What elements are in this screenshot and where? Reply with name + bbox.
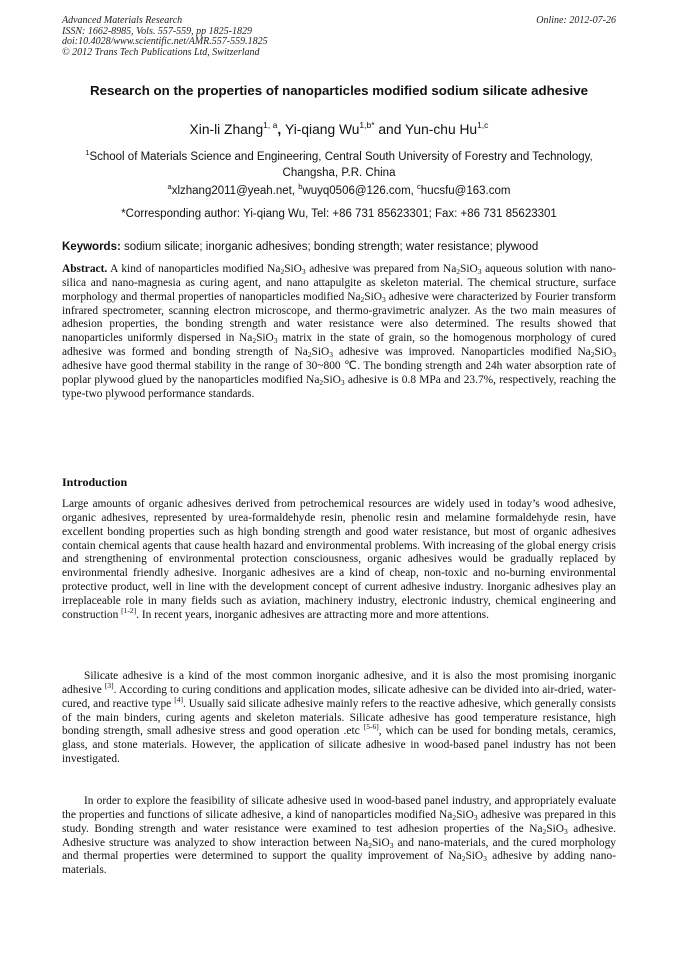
intro-paragraph-3 (62, 795, 616, 878)
text-run: adhesive were characterized by Fourier transform infrared spectrometer, scanning electron microscope, and thermo-gravimetric analyzer. As the two main measures of adhesion properties, the bonding strength and water resistance were also determined. The results showed that nanoparticles uniformly dispersed in Na (62, 290, 616, 345)
text-run: adhesive. Adhesive structure was analyzed to show interaction between Na (62, 822, 616, 849)
affiliation (62, 149, 616, 181)
paragraph-body (62, 795, 616, 876)
chem-subscript: 3 (340, 377, 345, 387)
text-run: SiO (256, 332, 274, 345)
chem-subscript: 3 (389, 840, 394, 850)
chem-subscript: 2 (542, 826, 547, 836)
chem-subscript: 2 (452, 812, 457, 822)
intro-paragraph-1 (62, 498, 616, 623)
citation: [3] (104, 680, 114, 690)
chem-subscript: 3 (612, 350, 616, 360)
journal-name: Advanced Materials Research (62, 15, 183, 26)
chem-subscript: 2 (456, 267, 461, 276)
author-sup: 1,c (477, 120, 489, 130)
text-run: SiO (594, 346, 613, 359)
text-run: SiO (323, 373, 341, 386)
chem-subscript: 2 (360, 294, 365, 304)
abstract-label: Abstract. (62, 263, 108, 275)
chem-subscript: 2 (461, 854, 466, 864)
author-name: Yi-qiang Wu (285, 122, 360, 137)
chem-subscript: 2 (280, 267, 285, 276)
chem-subscript: 2 (590, 350, 595, 360)
section-heading-introduction: Introduction (62, 475, 128, 489)
chem-subscript: 2 (368, 840, 372, 850)
text-run: SiO (364, 290, 382, 303)
text-run: adhesive was improved. Nanoparticles modified Na (332, 346, 591, 359)
author-sup: 1, a (263, 120, 278, 130)
text-run: . Usually said silicate adhesive mainly refers to the reactive adhesive, which generally consists of the main binders, curing agents and skeleton materials. Silicate adhesive has good temperature resistance, high bonding strength, small adhesive stress and good operation .etc (62, 697, 616, 738)
text-run: SiO (460, 263, 478, 275)
text-run: adhesive was prepared from Na (305, 263, 457, 275)
chem-subscript: 3 (381, 294, 386, 304)
keywords-text: sodium silicate; inorganic adhesives; bonding strength; water resistance; plywood (120, 241, 539, 253)
author-name: Yun-chu Hu (404, 122, 478, 137)
author-emails (62, 183, 616, 199)
email-link[interactable]: wuyq0506@126.com, (302, 185, 418, 197)
affiliation-sup: 1 (85, 148, 90, 157)
email-sup: b (298, 182, 303, 191)
text-run: . In recent years, inorganic adhesives are attracting more and more attentions. (136, 608, 489, 621)
chem-subscript: 3 (483, 854, 487, 864)
citation: [4] (174, 694, 183, 704)
abstract (62, 263, 616, 401)
text-run: SiO (311, 346, 330, 359)
chem-subscript: 2 (252, 336, 257, 346)
text-run: adhesive by adding nano-materials. (62, 850, 616, 877)
keywords-label: Keywords: (62, 241, 121, 253)
author-sup: 1,b* (359, 120, 375, 130)
citation: [5-6] (363, 722, 379, 732)
text-run: adhesive have good thermal stability in the range of 30~800 ℃. The bonding strength and 24h water absorption rate of poplar plywood glued by the nanoparticles modified Na (62, 359, 616, 386)
intro-paragraph-2 (62, 670, 616, 767)
text-run: In order to explore the feasibility of silicate adhesive used in wood-based panel industry, and appropriately evaluate the properties and functions of silicate adhesive, a kind of nanoparticles modified Na (62, 795, 616, 821)
text-run: matrix in the state of grain, so the homogenous morphology of cured adhesive was formed and bonding strength of Na (62, 332, 616, 359)
journal-header (62, 16, 482, 58)
citation: [1-2] (121, 605, 137, 615)
author-list (62, 121, 616, 139)
text-run: and nano-materials, and the cured morphology and thermal properties were determined to support the quality improvement of Na (62, 836, 617, 863)
text-run: SiO (465, 850, 484, 863)
paper-title: Research on the properties of nanoparticles modified sodium silicate adhesive (89, 83, 589, 98)
online-date: Online: 2012-07-26 (536, 15, 616, 26)
copyright-line: © 2012 Trans Tech Publications Ltd, Switzerland (62, 46, 260, 58)
email-sup: a (167, 182, 172, 191)
doi-line: doi:10.4028/www.scientific.net/AMR.557-559.1825 (62, 36, 268, 48)
chem-subscript: 3 (301, 267, 306, 276)
keywords (62, 239, 616, 255)
text-run: adhesive was prepared in this study. Bonding strength and water resistance were examined to test adhesion properties of the Na (62, 808, 616, 835)
corresponding-author: *Corresponding author: Yi-qiang Wu, Tel: +86 731 85623301; Fax: +86 731 85623301 (121, 208, 557, 220)
chem-subscript: 3 (273, 336, 278, 346)
text-run: aqueous solution with nano-silica and nano-magnesia as curing agent, and nano attapulgite as skeleton material. The chemical structure, surface morphology and thermal properties of nanoparticles modified Na (62, 263, 616, 303)
text-run: SiO (546, 822, 565, 835)
text-run: , which can be used for bonding metals, ceramics, glass, and stone materials. However, the application of silicate adhesive in wood-based panel industry has not been investigated. (62, 725, 616, 766)
chem-subscript: 3 (477, 267, 482, 276)
chem-subscript: 2 (307, 350, 312, 360)
text-run: Silicate adhesive is a kind of the most common inorganic adhesive, and it is also the most promising inorganic adhesive (62, 670, 616, 696)
email-sup: c (417, 182, 421, 191)
text-run: SiO (284, 263, 302, 275)
email-link[interactable]: xlzhang2011@yeah.net, (171, 185, 299, 197)
chem-subscript: 3 (329, 350, 333, 360)
text-run: adhesive is 0.8 MPa and 23.7%, respectively, reaching the type-two plywood performance standards. (62, 373, 616, 400)
text-run: SiO (371, 836, 390, 849)
paragraph-body (62, 670, 616, 765)
author-separator: , (277, 122, 286, 137)
chem-subscript: 2 (319, 377, 324, 387)
text-run: A kind of nanoparticles modified Na (107, 263, 281, 275)
text-run: . According to curing conditions and application modes, silicate adhesive can be divided into air-dried, water-cured, and reactive type (62, 683, 616, 710)
author-separator: and (374, 122, 405, 137)
author-name: Xin-li Zhang (189, 122, 264, 137)
paragraph-body (62, 498, 616, 621)
chem-subscript: 3 (564, 826, 568, 836)
text-run: Large amounts of organic adhesives derived from petrochemical resources are widely used in today’s wood adhesive, organic adhesives, represented by urea-formaldehyde resin, phenolic resin and melamine formaldehyde resin, have excellent bonding properties such as high bonding strength and good water resistance, but most of organic adhesives contain chemical agents that cause health hazard and environmental problems. With increasing of the global energy crisis and strengthening of environmental protection consciousness, organic adhesives would be gradually replaced by environmental friendly adhesive. Inorganic adhesives are a kind of cheap, non-toxic and no-burning environmental protective product, well in line with the development concept of current adhesive industry. Inorganic adhesives play an irreplaceable role in many fields such as aviation, machinery industry, electronic industry, chemical engineering and construction (62, 498, 616, 621)
abstract-body (62, 263, 616, 400)
chem-subscript: 3 (473, 812, 478, 822)
text-run: SiO (456, 808, 474, 821)
affiliation-text: School of Materials Science and Engineering, Central South University of Forestry and Technology, Changsha, P.R. China (89, 151, 593, 179)
issn-line: ISSN: 1662-8985, Vols. 557-559, pp 1825-1829 (62, 25, 252, 37)
email-link[interactable]: hucsfu@163.com (420, 185, 511, 197)
